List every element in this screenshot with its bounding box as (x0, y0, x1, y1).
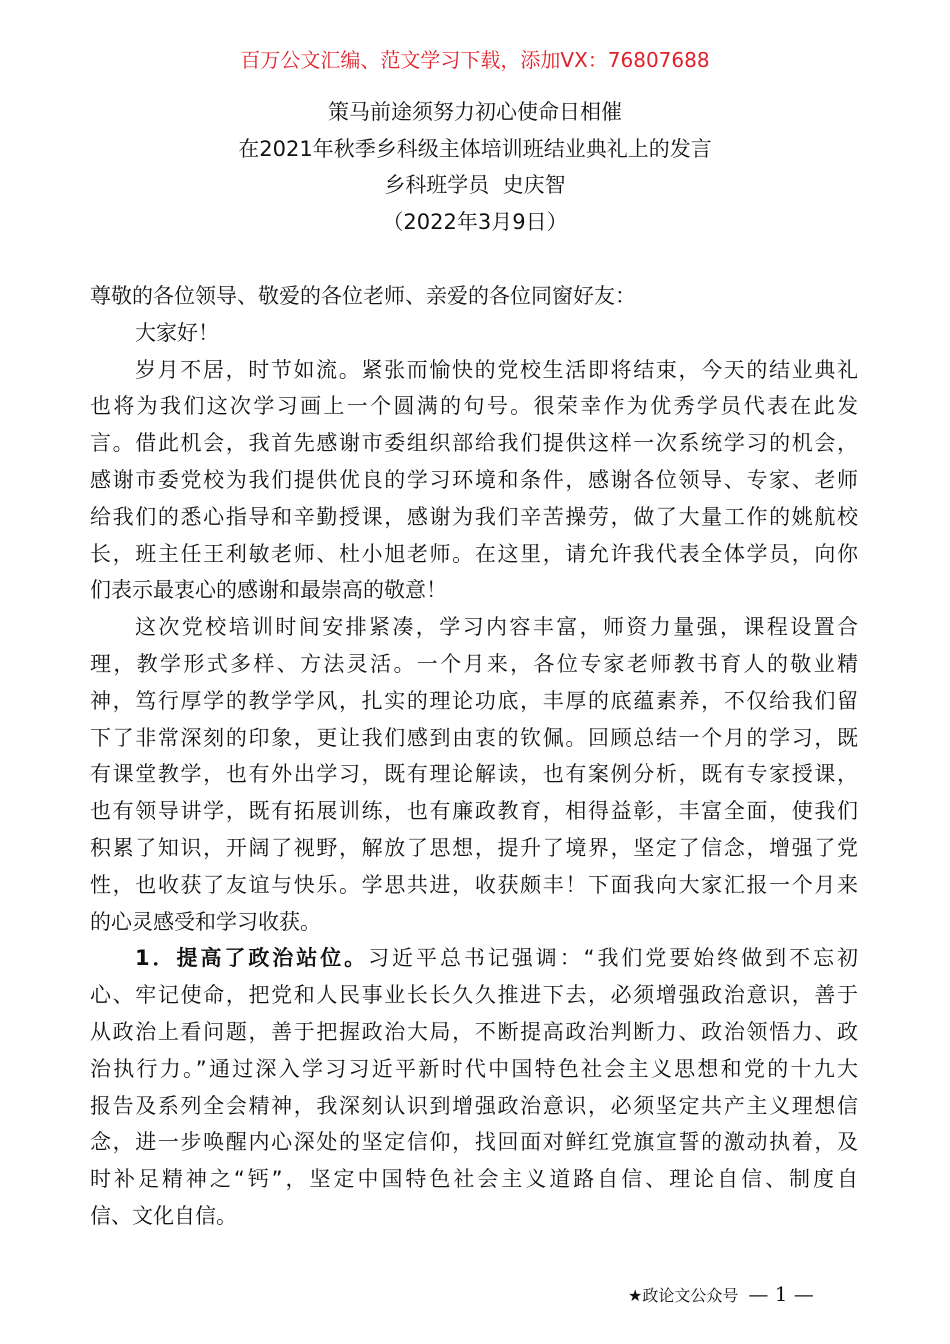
paragraph-line: 积累了知识，开阔了视野，解放了思想，提升了境界，坚定了信念，增强了党 (90, 835, 858, 860)
paragraph-line: 们表示最衷心的感谢和最崇高的敬意！ (90, 578, 447, 603)
paragraph-line: 岁月不居，时节如流。紧张而愉快的党校生活即将结束，今天的结业典礼 (135, 357, 858, 382)
page-number: — 1 — (748, 1282, 814, 1306)
greeting: 大家好！ (135, 320, 219, 345)
paragraph-line: 理，教学形式多样、方法灵活。一个月来，各位专家老师教书育人的敬业精 (90, 651, 858, 676)
paragraph-3-first-line (90, 942, 858, 979)
paragraph-line: 也将为我们这次学习画上一个圆满的句号。很荣幸作为优秀学员代表在此发 (90, 394, 858, 419)
page-footer (628, 1282, 814, 1308)
paragraph-line: 习近平总书记强调：“我们党要始终做到不忘初 (368, 946, 858, 971)
watermark-banner: 百万公文汇编、范文学习下载，添加VX：76807688 (240, 48, 710, 72)
paragraph-line: 言。借此机会，我首先感谢市委组织部给我们提供这样一次系统学习的机会， (90, 431, 858, 456)
paragraph-line: 也有领导讲学，既有拓展训练，也有廉政教育，相得益彰，丰富全面，使我们 (90, 799, 858, 824)
paragraph-line: 有课堂教学，也有外出学习，既有理论解读，也有案例分析，既有专家授课， (90, 762, 858, 787)
paragraph-2 (90, 611, 858, 942)
paragraph-line: 心、牢记使命，把党和人民事业长长久久推进下去，必须增强政治意识，善于 (90, 983, 858, 1008)
paragraph-line: 下了非常深刻的印象，更让我们感到由衷的钦佩。回顾总结一个月的学习，既 (90, 725, 858, 750)
footer-source: ★政论文公众号 (628, 1286, 739, 1305)
paragraph-line: 性，也收获了友谊与快乐。学思共进，收获颇丰！下面我向大家汇报一个月来 (90, 872, 858, 897)
paragraph-3 (90, 979, 858, 1237)
document-title: 策马前途须努力初心使命日相催 (328, 100, 622, 124)
paragraph-line: 报告及系列全会精神，我深刻认识到增强政治意识，必须坚定共产主义理想信 (90, 1093, 858, 1118)
document-subtitle: 在2021年秋季乡科级主体培训班结业典礼上的发言 (238, 137, 712, 161)
paragraph-line: 感谢市委党校为我们提供优良的学习环境和条件，感谢各位领导、专家、老师 (90, 467, 858, 492)
paragraph-line: 治执行力。”通过深入学习习近平新时代中国特色社会主义思想和党的十九大 (90, 1056, 858, 1081)
paragraph-line: 给我们的悉心指导和辛勤授课，感谢为我们辛苦操劳，做了大量工作的姚航校 (90, 504, 858, 529)
date-line: （2022年3月9日） (382, 210, 568, 234)
paragraph-line: 神，笃行厚学的教学学风，扎实的理论功底，丰厚的底蕴素养，不仅给我们留 (90, 688, 858, 713)
paragraph-line: 从政治上看问题，善于把握政治大局，不断提高政治判断力、政治领悟力、政 (90, 1019, 858, 1044)
document-body (90, 280, 858, 1237)
paragraph-line: 时补足精神之“钙”，坚定中国特色社会主义道路自信、理论自信、制度自 (90, 1167, 858, 1192)
paragraph-line: 长，班主任王利敏老师、杜小旭老师。在这里，请允许我代表全体学员，向你 (90, 541, 858, 566)
paragraph-line: 信、文化自信。 (90, 1203, 237, 1228)
paragraph-1 (90, 354, 858, 612)
author-line: 乡科班学员 史庆智 (384, 173, 566, 197)
salutation: 尊敬的各位领导、敬爱的各位老师、亲爱的各位同窗好友： (90, 284, 636, 308)
paragraph-line: 念，进一步唤醒内心深处的坚定信仰，找回面对鲜红党旗宣誓的激动执着，及 (90, 1130, 858, 1155)
paragraph-line: 这次党校培训时间安排紧凑，学习内容丰富，师资力量强，课程设置合 (135, 615, 858, 640)
section-heading: 1．提高了政治站位。 (135, 946, 369, 971)
paragraph-line: 的心灵感受和学习收获。 (90, 909, 321, 934)
